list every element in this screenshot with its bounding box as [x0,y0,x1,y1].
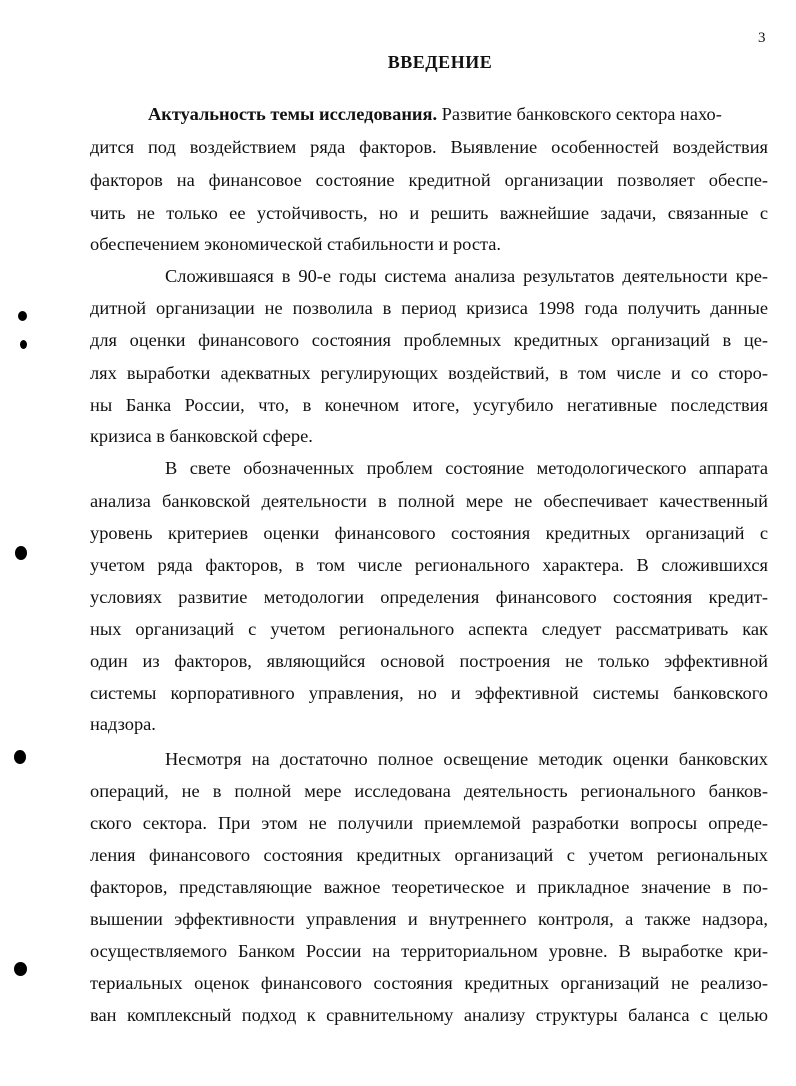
text-line: ского сектора. При этом не получили приемлемой разработки вопросы опреде- [90,813,768,833]
text-line: кризиса в банковской сфере. [90,426,313,446]
text-line: дится под воздействием ряда факторов. Выявление особенностей воздействия [90,137,768,157]
scan-speck [15,546,27,560]
text-line: осуществляемого Банком России на территориальном уровне. В выработке кри- [90,941,768,961]
text-line: вышении эффективности управления и внутреннего контроля, а также надзора, [90,909,768,929]
text-line: надзора. [90,714,156,734]
page-title: ВВЕДЕНИЕ [387,52,493,72]
text-line: учетом ряда факторов, в том числе регионального характера. В сложившихся [90,555,768,575]
text-line: ных организаций с учетом регионального аспекта следует рассматривать как [90,619,768,639]
text-line: факторов, представляющие важное теоретическое и прикладное значение в по- [90,877,768,897]
text-line: один из факторов, являющийся основой построения не только эффективной [90,651,768,671]
text-line: териальных оценок финансового состояния кредитных организаций не реализо- [90,973,768,993]
scan-speck [20,340,27,349]
text-line: Актуальность темы исследования. Развитие банковского сектора нахо- [148,104,722,124]
text-line: лях выработки адекватных регулирующих воздействий, в том числе и со сторо- [90,363,768,383]
text-line: факторов на финансовое состояние кредитной организации позволяет обеспе- [90,170,768,190]
text-line: ления финансового состояния кредитных организаций с учетом региональных [90,845,768,865]
text-line: В свете обозначенных проблем состояние методологического аппарата [165,458,768,478]
text-line: Несмотря на достаточно полное освещение методик оценки банковских [165,749,768,769]
text-line: обеспечением экономической стабильности и роста. [90,234,502,254]
text-line: уровень критериев оценки финансового состояния кредитных организаций с [90,523,768,543]
text-line: для оценки финансового состояния проблемных кредитных организаций в це- [90,330,768,350]
text-line: анализа банковской деятельности в полной мере не обеспечивает качественный [90,491,768,511]
text-line: дитной организации не позволила в период кризиса 1998 года получить данные [90,298,768,318]
text-line: системы корпоративного управления, но и эффективной системы банковского [90,683,768,703]
scan-speck [14,962,27,976]
text-line: чить не только ее устойчивость, но и решить важнейшие задачи, связанные с [90,203,768,223]
text-line: ны Банка России, что, в конечном итоге, усугубило негативные последствия [90,395,768,415]
scan-speck [14,750,26,764]
text-line: операций, не в полной мере исследована деятельность регионального банков- [90,781,768,801]
text-line: Сложившаяся в 90-е годы система анализа результатов деятельности кре- [165,266,768,286]
text-line: условиях развитие методологии определения финансового состояния кредит- [90,587,768,607]
page-number: 3 [758,30,766,46]
lead-heading: Актуальность темы исследования. [148,104,438,124]
scan-speck [18,311,27,321]
text-line: ван комплексный подход к сравнительному анализу структуры баланса с целью [90,1005,768,1025]
